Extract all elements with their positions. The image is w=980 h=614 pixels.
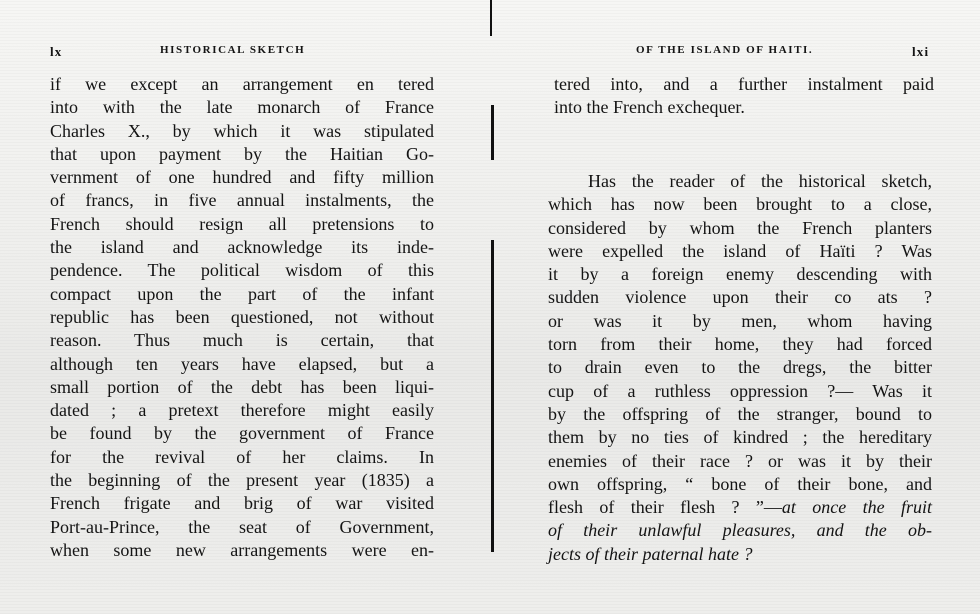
text-line: reason. Thus much is certain, that: [50, 330, 434, 351]
text-line: if we except an arrangement en tered: [50, 74, 434, 94]
right-paragraph-main: [548, 170, 932, 566]
text-line: tered into, and a further instalment paid: [554, 74, 934, 94]
text-line: for the revival of her claims. In: [50, 446, 434, 467]
right-paragraph-continuation: [554, 73, 934, 120]
text-line: the island and acknowledge its inde-: [50, 237, 434, 258]
text-line: into with the late monarch of France: [50, 97, 434, 118]
left-page: [0, 0, 488, 614]
text-line-mixed: [548, 496, 932, 519]
left-page-number: lx: [50, 44, 63, 59]
text-line: which has now been brought to a close,: [548, 194, 932, 215]
text-line: small portion of the debt has been liqui-: [50, 376, 434, 397]
text-line: cup of a ruthless oppression ?— Was it: [548, 380, 932, 401]
text-line: into the French exchequer.: [554, 97, 745, 118]
text-line-italic: jects of their paternal hate ?: [548, 543, 753, 564]
text-line: considered by whom the French planters: [548, 217, 932, 238]
text-line: when some new arrangements were en-: [50, 539, 434, 560]
text-line: vernment of one hundred and fifty million: [50, 167, 434, 188]
text-line: it by a foreign enemy descending with: [548, 264, 932, 285]
right-page: [494, 0, 980, 614]
text-line: them by no ties of kindred ; the hereditary: [548, 427, 932, 448]
text-line: own offspring, “ bone of their bone, and: [548, 473, 932, 494]
left-body-text: [50, 73, 434, 562]
text-line: torn from their home, they had forced: [548, 334, 932, 355]
text-line: compact upon the part of the infant: [50, 283, 434, 304]
text-line: enemies of their race ? or was it by their: [548, 450, 932, 471]
right-running-head: OF THE ISLAND OF HAITI.: [636, 44, 814, 56]
text-line: dated ; a pretext therefore might easily: [50, 400, 434, 421]
left-running-head: HISTORICAL SKETCH: [160, 44, 306, 56]
text-italic-segment: at once the fruit: [781, 497, 933, 518]
text-line: Charles X., by which it was stipulated: [50, 120, 434, 141]
text-line-italic: of their unlawful pleasures, and the ob-: [548, 520, 932, 541]
text-roman-segment: flesh of their flesh ? ”—: [548, 497, 782, 518]
text-line: were expelled the island of Haïti ? Was: [548, 240, 932, 261]
text-line: sudden violence upon their co ats ?: [548, 287, 932, 308]
text-line: or was it by men, whom having: [548, 310, 932, 331]
gutter-rule-top: [490, 0, 492, 36]
text-line: the beginning of the present year (1835) a: [50, 470, 434, 491]
text-line: to drain even to the dregs, the bitter: [548, 357, 932, 378]
text-line: republic has been questioned, not without: [50, 306, 434, 327]
text-line: pendence. The political wisdom of this: [50, 260, 434, 281]
text-line: Port-au-Prince, the seat of Government,: [50, 516, 434, 537]
text-line: French frigate and brig of war visited: [50, 493, 434, 514]
text-line: of francs, in five annual instalments, the: [50, 190, 434, 211]
text-line: French should resign all pretensions to: [50, 213, 434, 234]
text-line: that upon payment by the Haitian Go-: [50, 143, 434, 164]
text-line: by the offspring of the stranger, bound to: [548, 403, 932, 424]
right-page-number: lxi: [912, 44, 930, 59]
text-line: although ten years have elapsed, but a: [50, 353, 434, 374]
text-line: Has the reader of the historical sketch,: [588, 171, 932, 191]
text-line: be found by the government of France: [50, 423, 434, 444]
